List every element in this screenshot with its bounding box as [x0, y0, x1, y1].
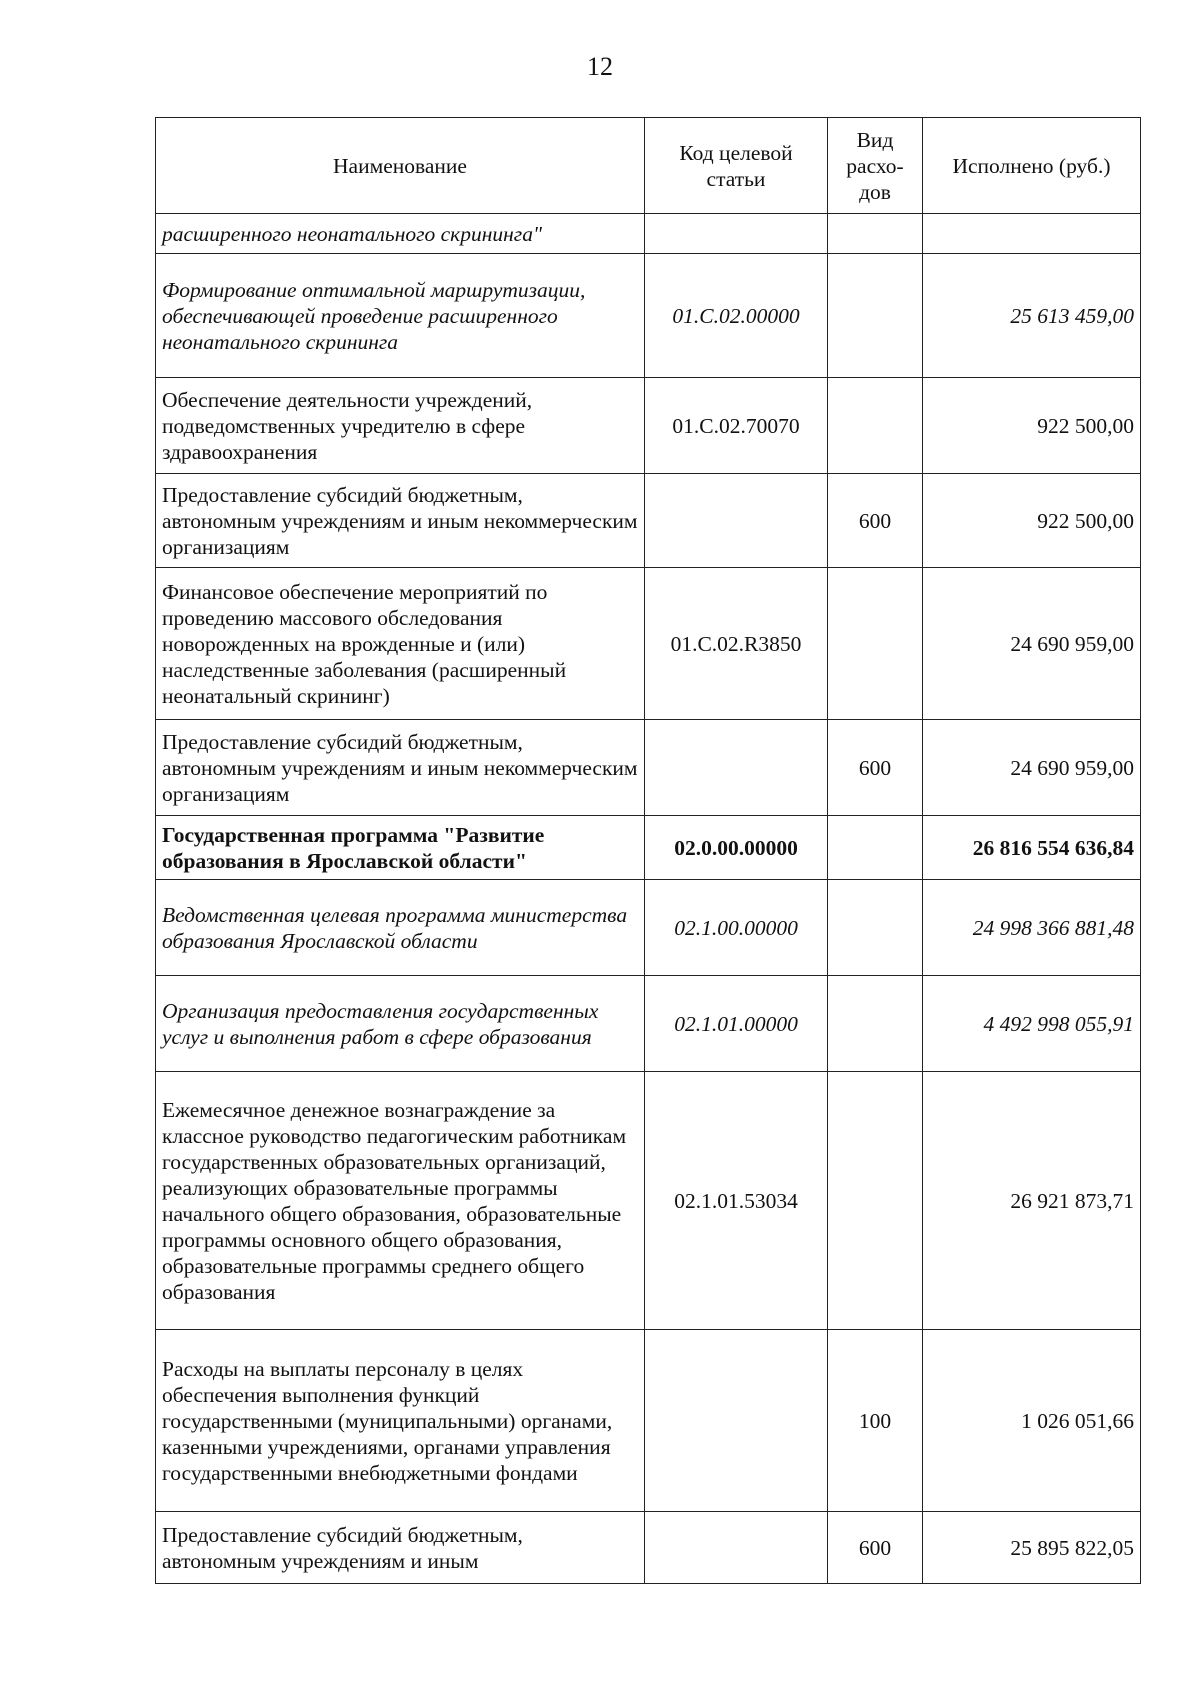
row-name-cell: Ведомственная целевая программа министерства образования Ярославской области [156, 880, 645, 976]
row-code-cell: 02.1.01.00000 [645, 976, 828, 1072]
row-code-cell: 01.С.02.00000 [645, 254, 828, 378]
row-kind-cell [828, 816, 923, 880]
table-row [156, 214, 1141, 254]
table-row [156, 474, 1141, 568]
row-code-cell: 02.1.00.00000 [645, 880, 828, 976]
row-kind-cell: 600 [828, 720, 923, 816]
header-executed: Исполнено (руб.) [923, 118, 1141, 214]
row-code-cell: 02.0.00.00000 [645, 816, 828, 880]
row-kind-cell: 600 [828, 1512, 923, 1584]
table-row [156, 254, 1141, 378]
row-executed-cell: 4 492 998 055,91 [923, 976, 1141, 1072]
row-executed-cell: 26 816 554 636,84 [923, 816, 1141, 880]
header-name: Наименование [156, 118, 645, 214]
header-code: Код целевой статьи [645, 118, 828, 214]
row-kind-cell [828, 378, 923, 474]
row-code-cell: 01.С.02.70070 [645, 378, 828, 474]
row-executed-cell: 922 500,00 [923, 474, 1141, 568]
row-kind-cell [828, 880, 923, 976]
table-row [156, 568, 1141, 720]
table-row [156, 1330, 1141, 1512]
row-code-cell: 02.1.01.53034 [645, 1072, 828, 1330]
row-code-cell [645, 1512, 828, 1584]
row-executed-cell [923, 214, 1141, 254]
table-row [156, 720, 1141, 816]
row-executed-cell: 1 026 051,66 [923, 1330, 1141, 1512]
table-header-row [156, 118, 1141, 214]
row-executed-cell: 24 998 366 881,48 [923, 880, 1141, 976]
row-executed-cell: 922 500,00 [923, 378, 1141, 474]
row-code-cell [645, 1330, 828, 1512]
row-code-cell [645, 720, 828, 816]
row-kind-cell: 600 [828, 474, 923, 568]
row-name-cell: расширенного неонатального скрининга" [156, 214, 645, 254]
row-name-cell: Предоставление субсидий бюджетным, автономным учреждениям и иным некоммерческим организациям [156, 474, 645, 568]
table-row [156, 976, 1141, 1072]
row-kind-cell [828, 254, 923, 378]
row-executed-cell: 26 921 873,71 [923, 1072, 1141, 1330]
row-kind-cell [828, 1072, 923, 1330]
table-row [156, 880, 1141, 976]
row-executed-cell: 24 690 959,00 [923, 720, 1141, 816]
row-kind-cell: 100 [828, 1330, 923, 1512]
row-name-cell: Государственная программа "Развитие образования в Ярославской области" [156, 816, 645, 880]
row-code-cell [645, 214, 828, 254]
table-row [156, 1072, 1141, 1330]
page-number: 12 [587, 52, 613, 81]
budget-execution-table [155, 117, 1141, 1584]
table-row [156, 378, 1141, 474]
row-name-cell: Организация предоставления государственных услуг и выполнения работ в сфере образования [156, 976, 645, 1072]
row-code-cell: 01.С.02.R3850 [645, 568, 828, 720]
row-name-cell: Обеспечение деятельности учреждений, подведомственных учредителю в сфере здравоохранения [156, 378, 645, 474]
row-executed-cell: 25 895 822,05 [923, 1512, 1141, 1584]
row-executed-cell: 24 690 959,00 [923, 568, 1141, 720]
row-name-cell: Предоставление субсидий бюджетным, автономным учреждениям и иным [156, 1512, 645, 1584]
row-name-cell: Предоставление субсидий бюджетным, автономным учреждениям и иным некоммерческим организациям [156, 720, 645, 816]
row-name-cell: Финансовое обеспечение мероприятий по проведению массового обследования новорожденных на врожденные и (или) наследственные заболевания (расширенный неонатальный скрининг) [156, 568, 645, 720]
row-kind-cell [828, 568, 923, 720]
row-name-cell: Ежемесячное денежное вознаграждение за классное руководство педагогическим работникам государственных образовательных организаций, реализующих образовательные программы начального общего образования, образовательные программы основного общего образования, образовательные программы среднего общего образования [156, 1072, 645, 1330]
table-row [156, 1512, 1141, 1584]
table-row [156, 816, 1141, 880]
row-kind-cell [828, 214, 923, 254]
row-kind-cell [828, 976, 923, 1072]
table-body [156, 214, 1141, 1584]
header-kind: Вид расхо-дов [828, 118, 923, 214]
row-name-cell: Формирование оптимальной маршрутизации, обеспечивающей проведение расширенного неонатального скрининга [156, 254, 645, 378]
row-code-cell [645, 474, 828, 568]
row-executed-cell: 25 613 459,00 [923, 254, 1141, 378]
row-name-cell: Расходы на выплаты персоналу в целях обеспечения выполнения функций государственными (муниципальными) органами, казенными учреждениями, органами управления государственными внебюджетными фондами [156, 1330, 645, 1512]
